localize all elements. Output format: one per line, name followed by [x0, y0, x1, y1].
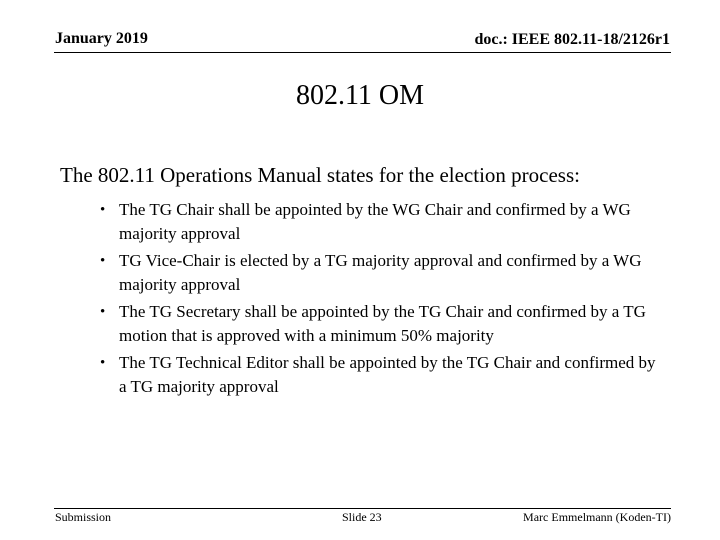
- bullet-icon: •: [100, 304, 106, 320]
- bullet-text: TG Vice-Chair is elected by a TG majority approval and confirmed by a WG majority approval: [119, 251, 642, 294]
- bullet-text: The TG Technical Editor shall be appointed by the TG Chair and confirmed by a TG majority approval: [119, 353, 656, 396]
- header-date: January 2019: [55, 30, 148, 47]
- bullet-list: [60, 198, 660, 399]
- footer-divider: [54, 508, 671, 509]
- footer-submission: Submission: [55, 510, 112, 524]
- bullet-item: [60, 300, 660, 348]
- slide-title: 802.11 OM: [295, 80, 425, 111]
- slide-body: [60, 162, 660, 402]
- lead-paragraph: The 802.11 Operations Manual states for the election process:: [60, 163, 580, 187]
- bullet-item: [60, 198, 660, 246]
- bullet-icon: •: [100, 253, 106, 269]
- header-divider: [54, 52, 671, 53]
- bullet-item: [60, 351, 660, 399]
- footer-slide-number: Slide 23: [342, 510, 382, 524]
- bullet-text: The TG Secretary shall be appointed by the TG Chair and confirmed by a TG motion that is approved with a minimum 50% majority: [119, 302, 646, 345]
- footer-author: Marc Emmelmann (Koden-TI): [523, 510, 671, 524]
- bullet-text: The TG Chair shall be appointed by the WG Chair and confirmed by a WG majority approval: [119, 200, 631, 243]
- bullet-icon: •: [100, 202, 106, 218]
- bullet-item: [60, 249, 660, 297]
- header-doc-id: doc.: IEEE 802.11-18/2126r1: [474, 31, 670, 48]
- bullet-icon: •: [100, 355, 106, 371]
